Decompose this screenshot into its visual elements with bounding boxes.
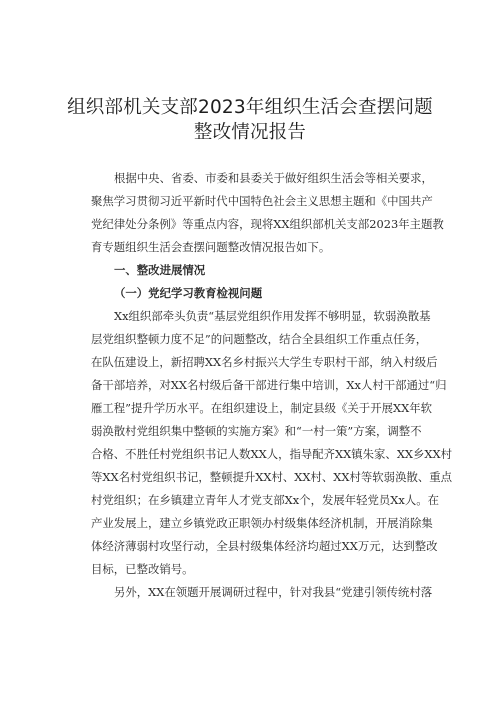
body-line: 层党组织整顿力度不足”的问题整改，结合全县组织工作重点任务， [91,332,428,346]
body-line: 备干部培养，对XX名村级后备干部进行集中培训，Xx人村干部通过“归 [91,378,447,392]
body-line: 村党组织；在乡镇建立青年人才党支部Xx个，发展年轻党员Xx人。在 [91,493,440,507]
body-line: 等XX名村党组织书记，整顿提升XX村、XX村、XX村等软弱涣散、重点 [91,470,453,484]
subsection-heading: （一）党纪学习教育检视问题 [114,286,263,300]
document-title-line1: 组织部机关支部2023年组织生活会查摆问题 [67,97,433,118]
body-line: 雁工程”提升学历水平。在组织建设上，制定县级《关于开展XX年软 [91,401,432,415]
body-line: 体经济薄弱村攻坚行动，全县村级集体经济均超过XX万元，达到整改 [91,539,438,553]
intro-line: 党纪律处分条例》等重点内容，现将XX组织部机关支部2023年主题教 [91,217,444,231]
body-line: 目标，已整改销号。 [91,562,194,576]
intro-line: 育专题组织生活会查摆问题整改情况报告如下。 [91,240,331,254]
intro-line: 聚焦学习贯彻习近平新时代中国特色社会主义思想主题和《中国共产 [91,194,433,208]
body-line: 在队伍建设上，新招聘XX名乡村振兴大学生专职村干部，纳入村级后 [91,355,438,369]
body-line: 合格、不胜任村党组织书记人数XX人，指导配齐XX镇朱家、XX乡XX村 [91,447,453,461]
body-line: Xx组织部牵头负责“基层党组织作用发挥不够明显，软弱涣散基 [114,309,431,323]
body-line: 弱涣散村党组织集中整顿的实施方案》和“一村一策”方案，调整不 [91,424,422,438]
section-heading: 一、整改进展情况 [114,263,206,277]
intro-line: 根据中央、省委、市委和县委关于做好组织生活会等相关要求， [114,171,433,185]
document-title-line2: 整改情况报告 [193,122,307,143]
body-line: 产业发展上，建立乡镇党政正职领办村级集体经济机制，开展消除集 [91,516,433,530]
body-line: 另外，XX在领题开展调研过程中，针对我县“党建引领传统村落 [114,585,433,599]
